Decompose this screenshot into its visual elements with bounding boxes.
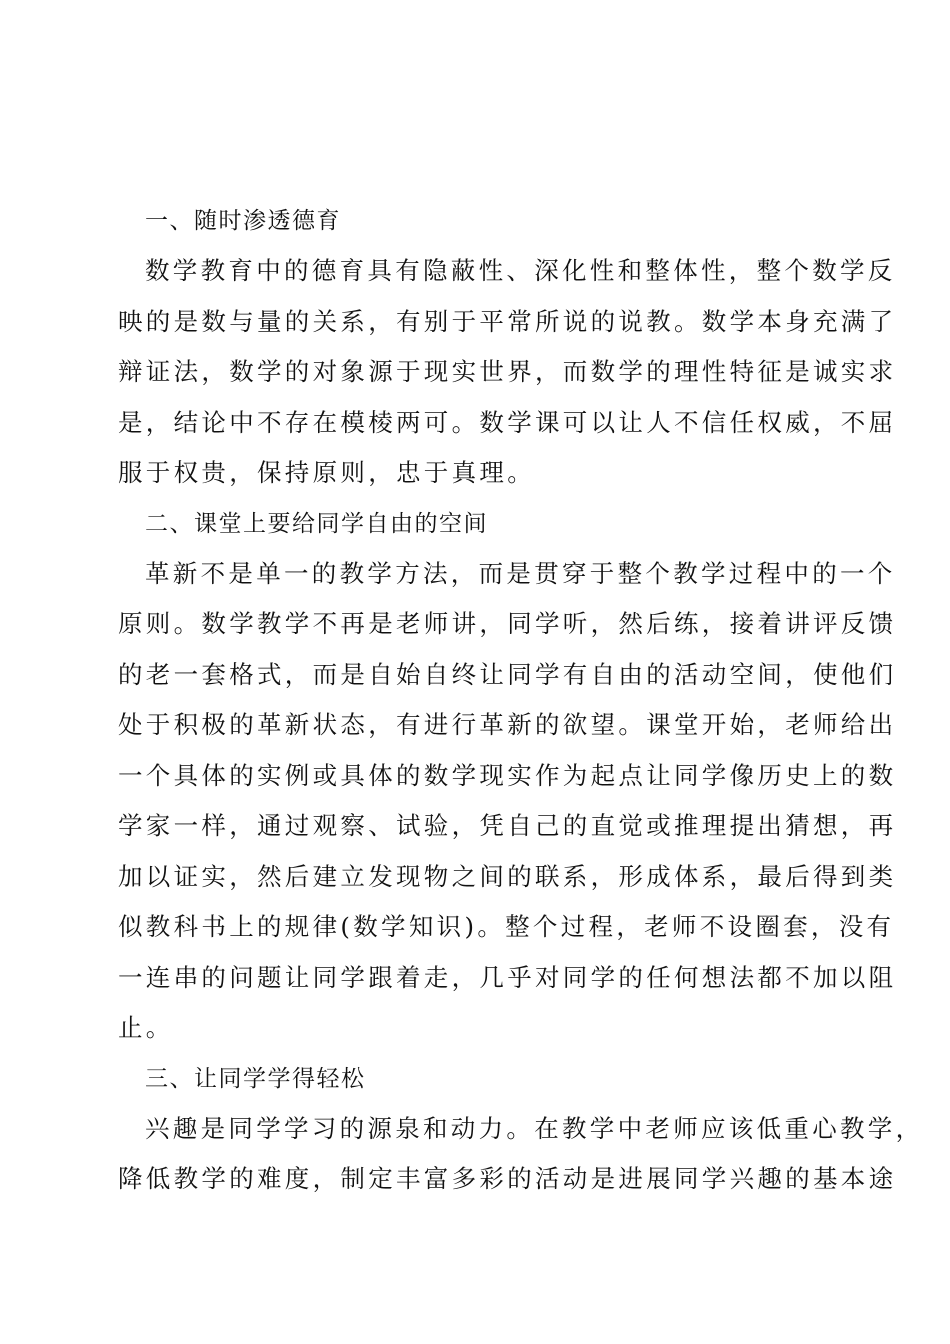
paragraph-line: 辩证法，数学的对象源于现实世界，而数学的理性特征是诚实求 — [118, 357, 897, 386]
section-heading-3: 三、让同学学得轻松 — [145, 1065, 366, 1092]
section-heading-1: 一、随时渗透德育 — [145, 208, 341, 234]
paragraph-line: 原则。数学教学不再是老师讲，同学听，然后练，接着讲评反馈 — [118, 609, 897, 638]
paragraph-line: 降低教学的难度，制定丰富多彩的活动是进展同学兴趣的基本途 — [118, 1164, 897, 1193]
paragraph-line: 是，结论中不存在模棱两可。数学课可以让人不信任权威，不屈 — [118, 407, 897, 437]
document-body — [118, 196, 924, 1205]
paragraph-line: 服于权贵，保持原则，忠于真理。 — [118, 458, 535, 487]
paragraph-line: 处于积极的革新状态，有进行革新的欲望。课堂开始，老师给出 — [118, 710, 897, 739]
paragraph-line: 一个具体的实例或具体的数学现实作为起点让同学像历史上的数 — [118, 760, 897, 790]
paragraph-line: 兴趣是同学学习的源泉和动力。在教学中老师应该低重心教学， — [145, 1113, 924, 1143]
paragraph-line: 数学教育中的德育具有隐蔽性、深化性和整体性，整个数学反 — [145, 256, 896, 285]
paragraph-line: 革新不是单一的教学方法，而是贯穿于整个教学过程中的一个 — [145, 558, 896, 588]
section-paragraph-1 — [118, 246, 897, 499]
paragraph-line: 一连串的问题让同学跟着走，几乎对同学的任何想法都不加以阻 — [118, 962, 897, 992]
section-paragraph-2 — [118, 549, 897, 1054]
paragraph-line: 似教科书上的规律(数学知识)。整个过程，老师不设圈套，没有 — [118, 912, 895, 941]
paragraph-line: 映的是数与量的关系，有别于平常所说的说教。数学本身充满了 — [118, 306, 897, 336]
section-paragraph-3 — [118, 1104, 924, 1205]
paragraph-line: 学家一样，通过观察、试验，凭自己的直觉或推理提出猜想，再 — [118, 811, 897, 840]
paragraph-line: 止。 — [118, 1013, 174, 1042]
paragraph-line: 加以证实，然后建立发现物之间的联系，形成体系，最后得到类 — [118, 861, 897, 891]
paragraph-line: 的老一套格式，而是自始自终让同学有自由的活动空间，使他们 — [118, 659, 897, 689]
section-heading-2: 二、课堂上要给同学自由的空间 — [145, 510, 488, 537]
